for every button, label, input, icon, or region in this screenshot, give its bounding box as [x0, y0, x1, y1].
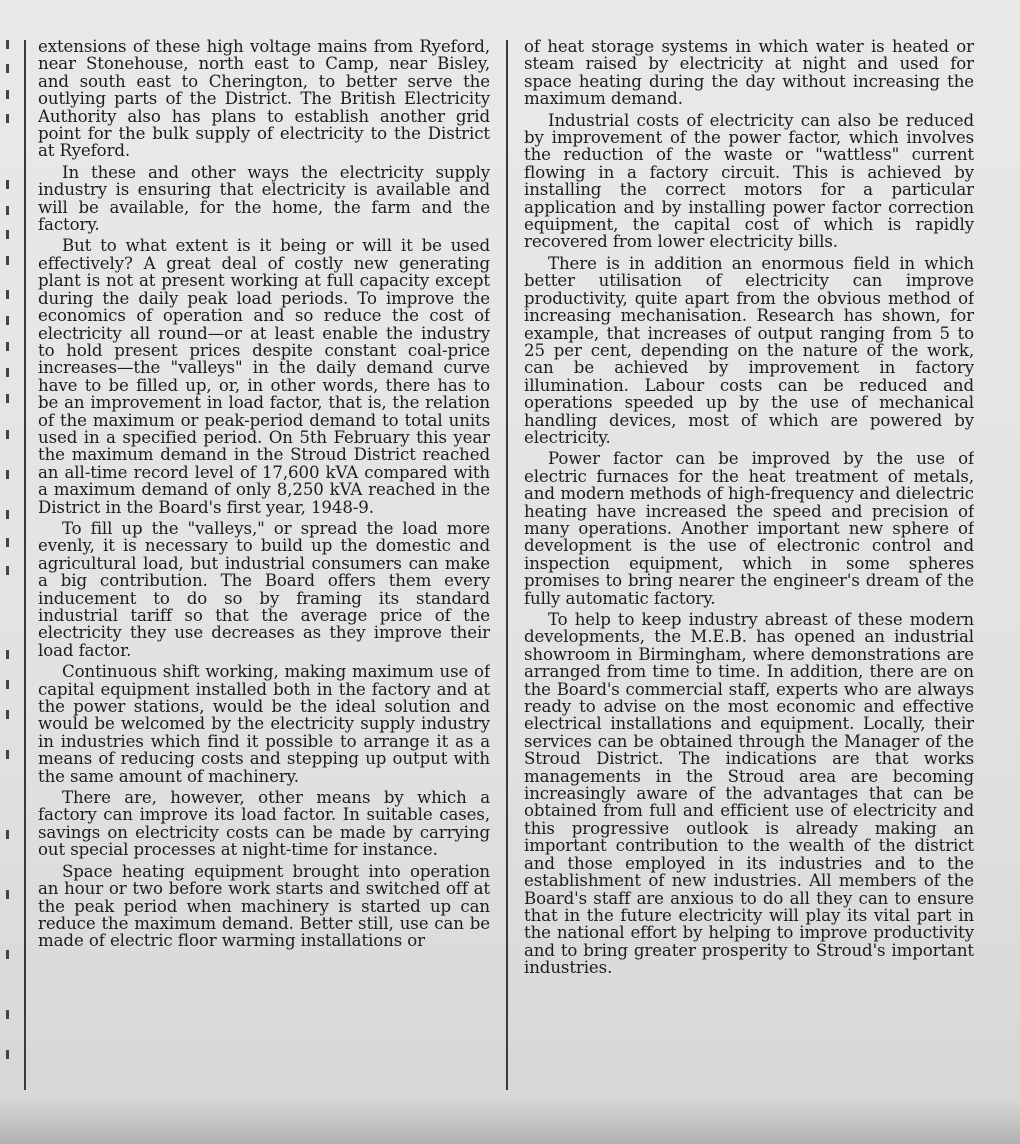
- paragraph: Power factor can be improved by the use of electric furnaces for the heat treatment of metals, and modern methods of high-frequency and dielectric heating have increased the speed and precision of many operations. Another important new sphere of development is the use of electronic control and inspection equipment, which in some spheres promises to bring nearer the engineer's dream of the fully automatic factory.: [524, 449, 974, 608]
- paragraph: In these and other ways the electricity supply industry is ensuring that electricity is available and will be available, for the home, the farm and the factory.: [38, 162, 490, 235]
- paragraph: There is in addition an enormous field in which better utilisation of electricity can improve productivity, quite apart from the obvious method of increasing mechanisation. Research has shown, for example, that increases of output ranging from 5 to 25 per cent, depending on the nature of the work, can be achieved by improvement in factory illumination. Labour costs can be reduced and operations speeded up by the use of mechanical handling devices, most of which are powered by electricity.: [524, 253, 974, 447]
- paragraph: To help to keep industry abreast of these modern developments, the M.E.B. has opened an industrial showroom in Birmingham, where demonstrations are arranged from time to time. In addition, there are on the Board's commercial staff, experts who are always ready to advise on the most economic and effective electrical installations and equipment. Locally, their services can be obtained through the Manager of the Stroud District. The indications are that works managements in the Stroud area are becoming increasingly aware of the advantages that can be obtained from full and efficient use of electricity and this progressive outlook is already making an important contribution to the wealth of the district and those employed in its industries and to the establishment of new industries. All members of the Board's staff are anxious to do all they can to ensure that in the future electricity will play its vital part in the national effort by helping to improve productivity and to bring greater prosperity to Stroud's important industries.: [524, 610, 974, 978]
- paragraph: There are, however, other means by which a factory can improve its load factor. In suitable cases, savings on electricity costs can be made by carrying out special processes at night-time for instance.: [38, 788, 490, 860]
- left-column-rule: [24, 40, 26, 1090]
- article-column-1: [38, 38, 490, 1098]
- column-divider-rule: [506, 40, 508, 1090]
- paragraph: But to what extent is it being or will it be used effectively? A great deal of costly new generating plant is not at present working at full capacity except during the daily peak load periods. To improve the economics of operation and so reduce the cost of electricity all round—or at least enable the industry to hold present prices despite constant coal-price increases—the "valleys" in the daily demand curve have to be filled up, or, in other words, there has to be an improvement in load factor, that is, the relation of the maximum or peak-period demand to total units used in a specified period. On 5th February this year the maximum demand in the Stroud District reached an all-time record level of 17,600 kVA compared with a maximum demand of only 8,250 kVA reached in the District in the Board's first year, 1948-9.: [38, 236, 490, 517]
- paragraph: Space heating equipment brought into operation an hour or two before work starts and switched off at the peak period when machinery is started up can reduce the maximum demand. Better still, use can be made of electric floor warming installations or: [38, 861, 490, 951]
- paragraph: To fill up the "valleys," or spread the load more evenly, it is necessary to build up the domestic and agricultural load, but industrial consumers can make a big contribution. The Board offers them every inducement to do so by framing its standard industrial tariff so that the average price of the electricity they use decreases as they improve their load factor.: [38, 518, 490, 660]
- paragraph: extensions of these high voltage mains from Ryeford, near Stonehouse, north east to Camp, near Bisley, and south east to Cherington, to better serve the outlying parts of the District. The British Electricity Authority also has plans to establish another grid point for the bulk supply of electricity to the District at Ryeford.: [38, 38, 490, 161]
- paragraph: Industrial costs of electricity can also be reduced by improvement of the power factor, which involves the reduction of the waste or "wattless" current flowing in a factory circuit. This is achieved by installing the correct motors for a particular application and by installing power factor correction equipment, the capital cost of which is rapidly recovered from lower electricity bills.: [524, 110, 974, 252]
- paragraph: Continuous shift working, making maximum use of capital equipment installed both in the factory and at the power stations, would be the ideal solution and would be welcomed by the electricity supply industry in industries which find it possible to arrange it as a means of reducing costs and stepping up output with the same amount of machinery.: [38, 662, 490, 786]
- paper-edge-shadow: [0, 1098, 1020, 1144]
- left-margin-fragments: [0, 30, 14, 1090]
- article-column-2: [524, 38, 974, 1098]
- paragraph: of heat storage systems in which water is heated or steam raised by electricity at night and used for space heating during the day without increasing the maximum demand.: [524, 38, 974, 109]
